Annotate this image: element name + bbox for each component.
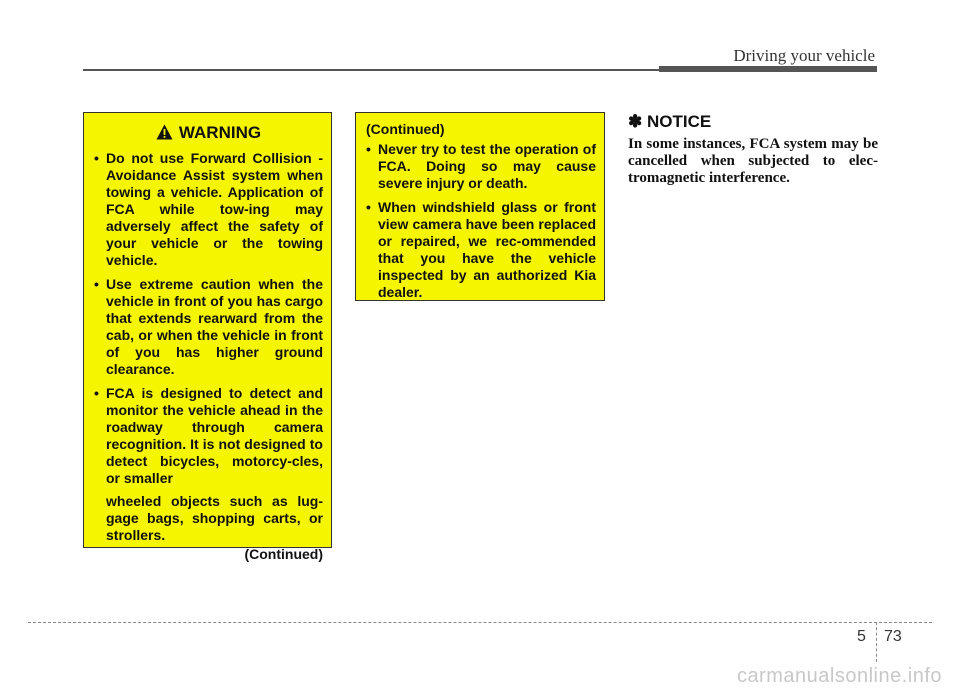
warning-heading-text: WARNING [178,123,262,142]
warning-bullet: • Use extreme caution when the vehicle in front of you has cargo that extends rearward from the cab, or when the vehicle in front of you has higher ground clearance. [94,276,323,378]
notice-body: In some instances, FCA system may be cancelled when subjected to elec-tromagnetic interference. [628,136,878,186]
continued-bullet-list [366,141,596,301]
continued-warning-box [355,112,605,301]
notice-section [628,112,878,187]
continued-bullet: • When windshield glass or front view camera have been replaced or repaired, we rec-ommended that you have the vehicle inspected by an authorized Kia dealer. [366,199,596,301]
warning-bullet-continuation: wheeled objects such as lug-gage bags, shopping carts, or strollers. [106,493,323,543]
continued-heading: (Continued) [366,121,445,137]
footer-divider [876,622,877,662]
notice-heading: ✽ NOTICE [628,112,712,131]
warning-continued-label: (Continued) [244,546,323,562]
header-title: Driving your vehicle [733,46,875,65]
warning-triangle-icon [156,124,173,140]
warning-bullet: • Do not use Forward Collision - Avoidance Assist system when towing a vehicle. Application of FCA while tow-ing may adversely affect the safety of your vehicle or the towing vehicle. [94,150,323,269]
watermark: carmanualsonline.info [736,665,942,687]
chapter-number: 5 [857,628,866,645]
header-rule [83,69,659,71]
warning-bullet-list [94,150,323,487]
page-number: 73 [884,628,902,645]
footer-dashed-rule [28,622,932,623]
warning-box [83,112,332,562]
warning-bullet: • FCA is designed to detect and monitor the vehicle ahead in the roadway through camera recognition. It is not designed to detect bicycles, motorcy-cles, or smaller [94,385,323,487]
continued-bullet: • Never try to test the operation of FCA. Doing so may cause severe injury or death. [366,141,596,192]
header-bar [659,66,877,72]
warning-heading [94,123,323,143]
